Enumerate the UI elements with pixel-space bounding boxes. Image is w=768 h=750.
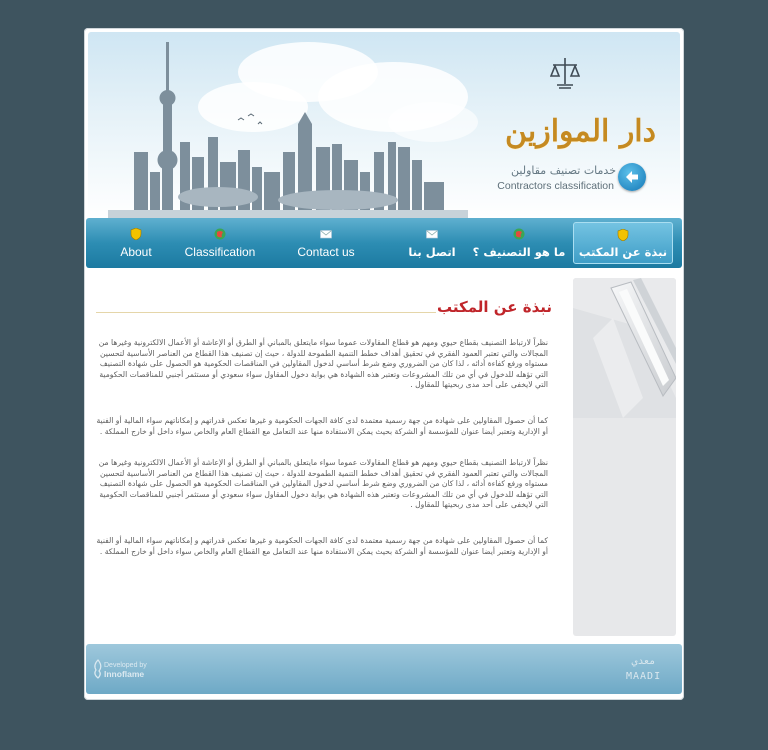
paragraph: نظراً لارتباط التصنيف بقطاع حيوي ومهم هو قطاع المقاولات عموما سواء مايتعلق بالمباني أو الطرق أو الإعاشة أو الأعمال الالكترونية وغيرها من المجالات والتي تعتبر العمود الفقري في تحقيق أهداف خطط التنمية الطموحة للدولة ، حيث إن تصنيف هذا القطاع من العناصر الأساسية لتحسين مستواه ورفع كفاءة أدائه ، لذا كان من الضروري وضع شرط أساسي لدخول المقاولين في المناقصات الحكومية هو الحصول على شهادة التصنيف التي تؤهله للدخول في أي من تلك المشروعات وتعتبر هذه الشهادة هي بوابة دخول المقاول سواء سعودي أو مستثمر أجنبي للمناقصات الحكومية التي لايخفى على أحد مدى ربحيتها للمقاول . — [98, 458, 548, 510]
section-title-row — [96, 298, 552, 322]
arrow-left-button[interactable] — [618, 163, 646, 191]
paragraph: نظراً لارتباط التصنيف بقطاع حيوي ومهم هو قطاع المقاولات عموما سواء مايتعلق بالمباني أو الطرق أو الإعاشة أو الأعمال الالكترونية وغيرها من المجالات والتي تعتبر العمود الفقري في تحقيق أهداف خطط التنمية الطموحة للدولة ، حيث إن تصنيف هذا القطاع من العناصر الأساسية لتحسين مستواه ورفع كفاءة أدائه ، لذا كان من الضروري وضع شرط أساسي لدخول المقاولين في المناقصات الحكومية هو الحصول على شهادة التصنيف التي تؤهله للدخول في أي من تلك المشروعات وتعتبر هذه الشهادة هي بوابة دخول المقاول سواء سعودي أو مستثمر أجنبي للمناقصات الحكومية التي لايخفى على أحد مدى ربحيتها للمقاول . — [98, 338, 548, 390]
page-frame — [84, 28, 684, 700]
arrow-left-icon — [618, 163, 646, 191]
footer — [86, 644, 682, 694]
nav-item-label: نبذة عن المكتب — [578, 245, 668, 259]
nav-item-label: About — [120, 245, 152, 259]
title-divider — [96, 312, 436, 313]
tagline-arabic: خدمات تصنيف مقاولين — [511, 164, 616, 177]
globe-icon — [513, 228, 525, 240]
header-banner — [88, 32, 680, 218]
city-skyline-illustration — [88, 32, 478, 218]
envelope-icon — [320, 228, 332, 240]
scales-of-justice-icon — [550, 56, 580, 90]
pen-and-documents-photo — [573, 278, 676, 418]
maadi-logo-latin: MAADI — [626, 671, 662, 682]
tagline-english: Contractors classification — [497, 180, 614, 192]
developer-credit[interactable] — [104, 661, 147, 680]
maadi-logo-arabic: معدي — [631, 656, 656, 667]
innoflame-logo-icon — [92, 659, 104, 679]
nav-item-label: ما هو التصنيف ؟ — [472, 245, 566, 259]
developer-name: Innoflame — [104, 669, 145, 679]
nav-item-label: اتصل بنا — [408, 245, 456, 259]
globe-icon — [214, 228, 226, 240]
page-title: نبذة عن المكتب — [436, 298, 552, 316]
nav-item-label: Contact us — [297, 245, 355, 259]
nav-item-about[interactable] — [86, 218, 186, 268]
paragraph: كما أن حصول المقاولين على شهادة من جهة رسمية معتمدة لدى كافة الجهات الحكومية و غيرها تعكس قدراتهم و إمكاناتهم سواء المالية أو الفنية أو الإدارية وتعتبر أيضا عنوان للمؤسسة أو الشركة بحيث يمكن الاستفادة منها عند التعامل مع القطاع العام والخاص سواء داخل أو خارج المملكة . — [96, 536, 548, 556]
nav-item-what-is-classification-ar[interactable] — [469, 218, 569, 268]
nav-item-about-office-ar[interactable] — [573, 222, 673, 264]
shield-icon — [617, 229, 629, 241]
main-nav — [86, 218, 682, 268]
shield-icon — [130, 228, 142, 240]
brand-name: دار الموازين — [505, 114, 656, 149]
developed-by-label: Developed by — [104, 662, 147, 669]
envelope-icon — [426, 228, 438, 240]
nav-item-contact-us[interactable] — [276, 218, 376, 268]
nav-item-contact-ar[interactable] — [382, 218, 482, 268]
nav-item-label: Classification — [184, 245, 256, 259]
maadi-logo[interactable] — [626, 654, 661, 684]
main-content — [96, 290, 556, 620]
sidebar-panel — [573, 278, 676, 636]
paragraph: كما أن حصول المقاولين على شهادة من جهة رسمية معتمدة لدى كافة الجهات الحكومية و غيرها تعكس قدراتهم و إمكاناتهم سواء المالية أو الفنية أو الإدارية وتعتبر أيضا عنوان للمؤسسة أو الشركة بحيث يمكن الاستفادة منها عند التعامل مع القطاع العام والخاص سواء داخل أو خارج المملكة . — [96, 416, 548, 436]
